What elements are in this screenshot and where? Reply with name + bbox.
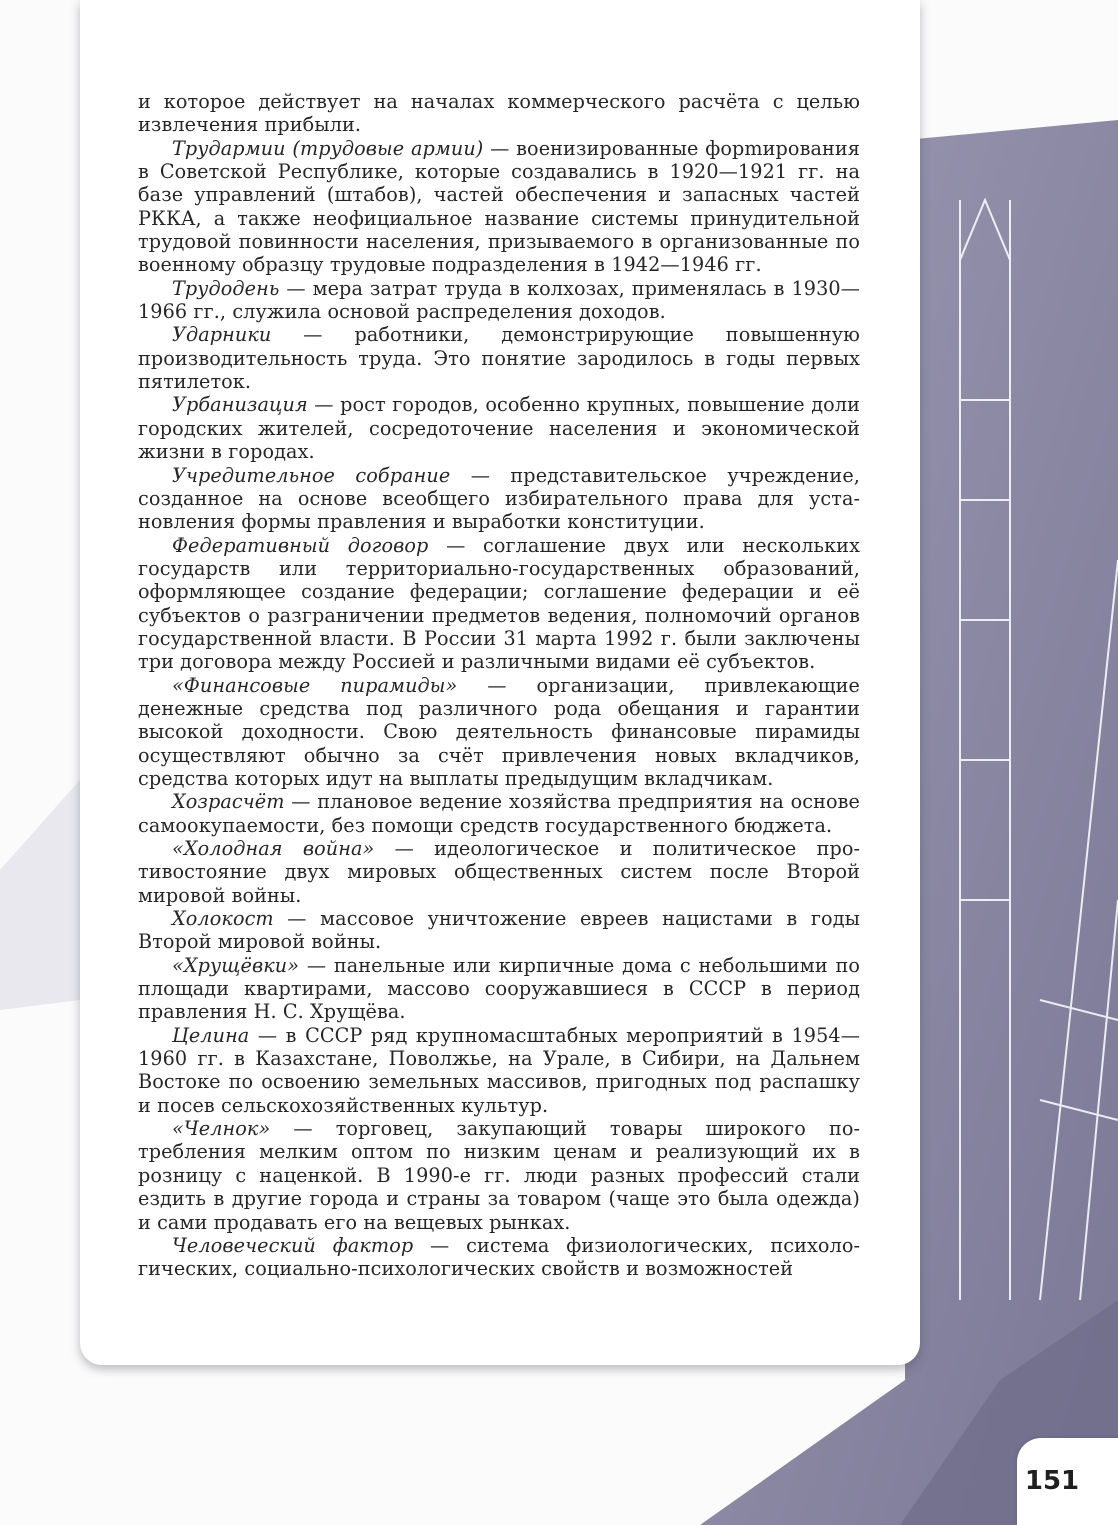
glossary-definition: — работники, демонстрирующие повышенную производительность труда. Это понятие зародилось в годы первых пятилеток. [138,323,860,394]
glossary-definition: — плановое ведение хозяйства предприятия на основе самоокупаемости, без помощи средств государственного бюджета. [138,790,860,837]
glossary-definition: — организации, привлекающие денежные средства под различного рода обещания и гарантии высокой доходности. Свою деятельность финансовые пирамиды осуществляют обычно за счёт привлечения новых вкладчиков, средства которых идут на выплаты предыдущим вкладчикам. [138,673,860,790]
glossary-entry [138,534,860,674]
glossary-entry [138,1234,860,1281]
glossary-term: Урбанизация [172,393,308,417]
glossary-term: «Челнок» [172,1117,271,1141]
page-number: 151 [1024,1466,1080,1496]
page-content-card [80,0,920,1365]
glossary-term: Учредительное собрание [172,463,451,487]
glossary-definition: — система физиологических, психологических, социально-психологических свойств и возможностей [138,1233,860,1281]
glossary-term: Целина [172,1023,250,1047]
glossary-definition: — идеологическое и политическое противостояние двух мировых общественных систем после Второй мировой войны. [138,837,860,907]
glossary-entry [138,1117,860,1234]
glossary-definition: — военизированные форmирования в Советской Республике, которые создавались в 1920—1921 гг. на базе управлений (штабов), частей обеспечения и запасных частей РККА, а также неофициальное название системы принудительной трудовой повинности населения, призываемого в организованные по военному образцу трудовые подразделения в 1942—1946 гг. [138,136,861,277]
glossary-definition: — массовое уничтожение евреев нацистами в годы Второй мировой войны. [138,907,860,954]
glossary-term: Человеческий фактор [172,1233,414,1257]
glossary-entry [138,954,860,1024]
glossary-definition: — рост городов, особенно крупных, повышение доли городских жителей, сосредоточение населения и экономической жизни в городах. [138,393,860,464]
glossary-term: «Холодная война» [172,837,375,860]
glossary-entry [138,790,860,837]
glossary-term: Федеративный договор [172,533,429,557]
glossary-entry [138,464,860,534]
glossary-entry [138,837,860,907]
glossary-term: «Финансовые пирамиды» [172,673,458,697]
glossary-definition: — панельные или кирпичные дома с небольшими по площади квартирами, массово сооружавшиеся в СССР в период правления Н. С. Хрущёва. [138,953,860,1024]
glossary-entry [138,277,860,324]
glossary-definition: — торговец, закупающий товары широкого потребления мелким оптом по низким ценам и реализующий их в розницу с наценкой. В 1990-е гг. люди разных профессий стали ездить в другие города и страны за товаром (чаще это была одежда) и сами продавать его на вещевых рынках. [138,1117,860,1234]
glossary-definition: — в СССР ряд крупномасштабных мероприятий в 1954—1960 гг. в Казахстане, Поволжье, на Урале, в Сибири, на Дальнем Востоке по освоению земельных массивов, пригодных под распашку и посев сельскохозяйственных культур. [138,1023,860,1117]
glossary-term: Ударники [172,323,272,347]
intro-paragraph: и которое действует на началах коммерческого расчёта с целью извлечения прибыли. [138,90,860,137]
glossary-entry [138,137,860,277]
glossary-term: Трудармии (трудовые армии) [172,136,484,160]
glossary-definition: — соглашение двух или нескольких государств или территориально-государственных образований, оформляющее создание федерации; соглашение федерации и её субъектов о разграничении предметов ведения, полномочий органов государственной власти. В России 31 марта 1992 г. были заключены три договора между Россией и различными видами её субъектов. [138,533,860,674]
glossary-entry [138,323,860,393]
glossary-term: Хозрасчёт [172,790,285,814]
glossary-definition: — представительское учреждение, созданное на основе всеобщего избирательного права для установления формы правления и выработки конституции. [138,463,860,534]
glossary-entry [138,1024,860,1117]
glossary-term: «Хрущёвки» [172,953,300,977]
glossary-text [138,90,860,1281]
glossary-entry [138,907,860,954]
glossary-term: Трудодень [172,276,280,300]
glossary-definition: — мера затрат труда в колхозах, применялась в 1930—1966 гг., служила основой распределения доходов. [138,276,860,324]
glossary-entry [138,674,860,791]
glossary-entry [138,393,860,463]
glossary-term: Холокост [172,907,274,931]
